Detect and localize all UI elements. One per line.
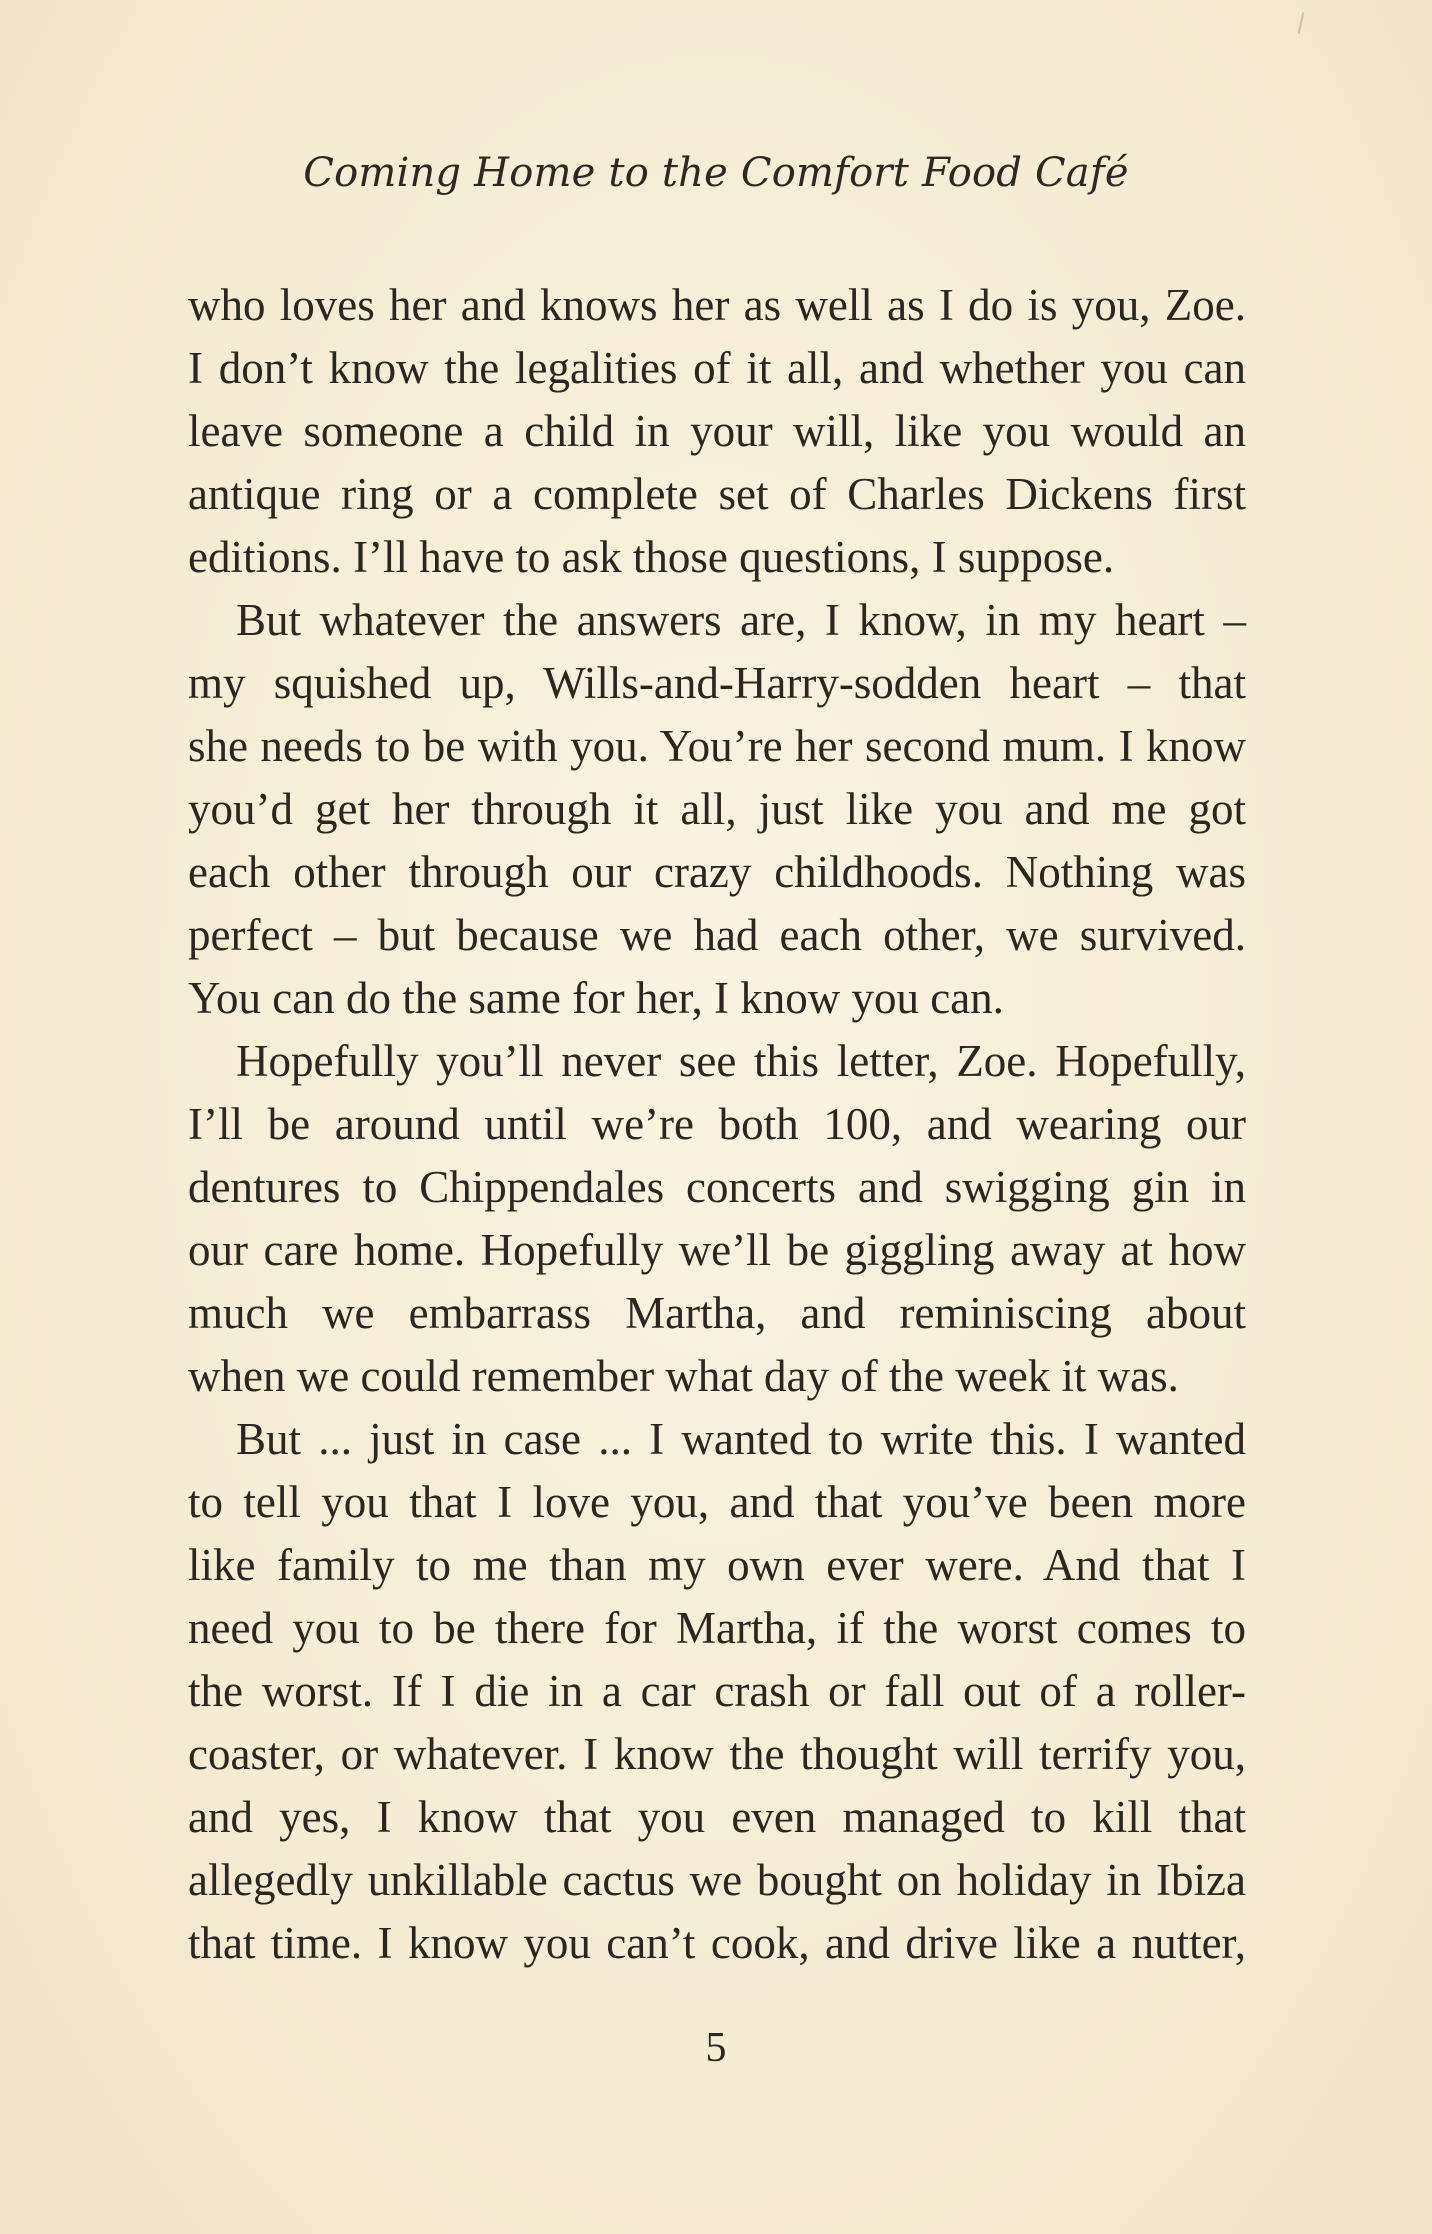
text-line: like family to me than my own ever were. And that I: [188, 1540, 1246, 1590]
scan-mark: [1298, 12, 1305, 34]
text-line: she needs to be with you. You’re her second mum. I know: [188, 721, 1246, 771]
running-head: Coming Home to the Comfort Food Café: [303, 150, 1129, 196]
text-line: editions. I’ll have to ask those questions, I suppose.: [188, 532, 1115, 582]
text-line: leave someone a child in your will, like you would an: [188, 406, 1246, 456]
text-line: that time. I know you can’t cook, and drive like a nutter,: [188, 1918, 1246, 1968]
text-line: each other through our crazy childhoods. Nothing was: [188, 847, 1246, 897]
text-line: who loves her and knows her as well as I do is you, Zoe.: [188, 280, 1246, 330]
text-line: But whatever the answers are, I know, in my heart –: [236, 595, 1246, 645]
text-line: coaster, or whatever. I know the thought will terrify you,: [188, 1729, 1246, 1779]
paragraph: [188, 1030, 1246, 1408]
text-line: need you to be there for Martha, if the worst comes to: [188, 1603, 1246, 1653]
text-line: when we could remember what day of the week it was.: [188, 1351, 1179, 1401]
text-line: the worst. If I die in a car crash or fall out of a roller-: [188, 1666, 1246, 1716]
text-line: my squished up, Wills-and-Harry-sodden heart – that: [188, 658, 1246, 708]
text-line: You can do the same for her, I know you can.: [188, 973, 1004, 1023]
text-line: our care home. Hopefully we’ll be giggling away at how: [188, 1225, 1246, 1275]
text-line: I’ll be around until we’re both 100, and wearing our: [188, 1099, 1246, 1149]
text-line: and yes, I know that you even managed to kill that: [188, 1792, 1246, 1842]
paragraph: [188, 589, 1246, 1030]
body-text: [188, 274, 1246, 1975]
text-line: you’d get her through it all, just like you and me got: [188, 784, 1246, 834]
text-line: Hopefully you’ll never see this letter, Zoe. Hopefully,: [236, 1036, 1246, 1086]
text-line: I don’t know the legalities of it all, and whether you can: [188, 343, 1246, 393]
page-number: 5: [705, 2025, 727, 2071]
text-line: dentures to Chippendales concerts and swigging gin in: [188, 1162, 1246, 1212]
text-line: perfect – but because we had each other, we survived.: [188, 910, 1246, 960]
text-line: allegedly unkillable cactus we bought on holiday in Ibiza: [188, 1855, 1246, 1905]
text-line: But ... just in case ... I wanted to write this. I wanted: [236, 1414, 1246, 1464]
text-line: to tell you that I love you, and that you’ve been more: [188, 1477, 1246, 1527]
paragraph: [188, 274, 1246, 589]
text-line: much we embarrass Martha, and reminiscing about: [188, 1288, 1246, 1338]
text-line: antique ring or a complete set of Charles Dickens first: [188, 469, 1246, 519]
paragraph: [188, 1408, 1246, 1975]
